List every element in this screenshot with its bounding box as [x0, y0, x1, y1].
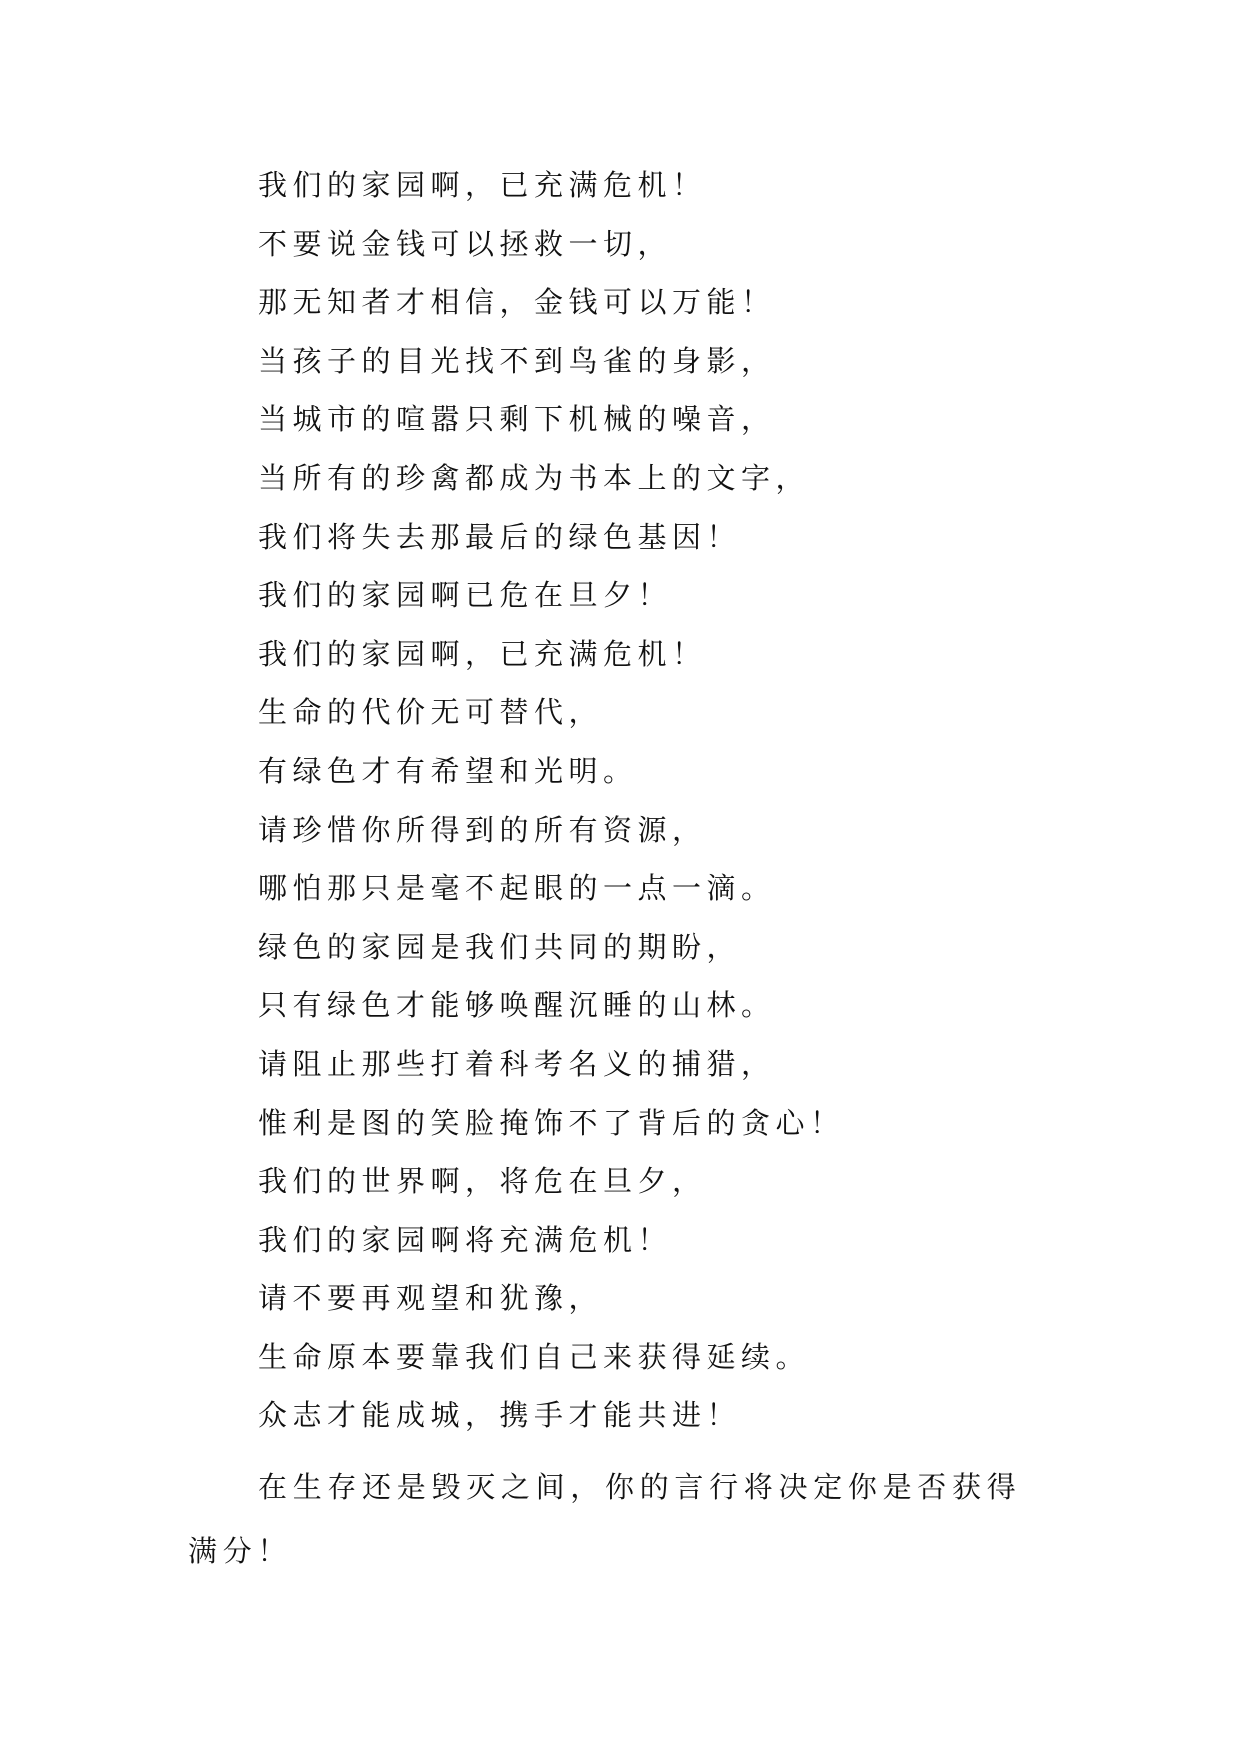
poem-line: 我们将失去那最后的绿色基因！ [258, 519, 742, 554]
poem-line: 那无知者才相信，金钱可以万能！ [258, 285, 776, 320]
poem-line: 我们的家园啊，已充满危机！ [258, 168, 707, 202]
poem-line: 请珍惜你所得到的所有资源， [258, 812, 707, 847]
poem-line: 绿色的家园是我们共同的期盼， [258, 929, 742, 964]
closing-paragraph: 在生存还是毁灭之间，你的言行将决定你是否获得满分！ [188, 1470, 1022, 1569]
poem-line: 当城市的喧嚣只剩下机械的噪音， [258, 402, 776, 437]
poem-line: 我们的家园啊，已充满危机！ [258, 636, 707, 671]
poem-line: 只有绿色才能够唤醒沉睡的山林。 [258, 988, 776, 1023]
poem-line: 不要说金钱可以拯救一切， [258, 226, 673, 261]
poem-line: 请不要再观望和犹豫， [258, 1281, 604, 1316]
poem-line: 众志才能成城，携手才能共进！ [258, 1398, 742, 1433]
poem-line: 有绿色才有希望和光明。 [258, 753, 638, 788]
poem-line: 我们的家园啊已危在旦夕！ [258, 578, 673, 613]
poem-line: 当孩子的目光找不到鸟雀的身影， [258, 343, 776, 378]
poem-body [188, 156, 1048, 1612]
poem-line: 惟利是图的笑脸掩饰不了背后的贪心！ [258, 1105, 845, 1140]
poem-line: 哪怕那只是毫不起眼的一点一滴。 [258, 871, 776, 906]
poem-line: 我们的家园啊将充满危机！ [258, 1222, 673, 1257]
poem-line: 生命的代价无可替代， [258, 695, 604, 730]
poem-line: 请阻止那些打着科考名义的捕猎， [258, 1046, 776, 1081]
poem-line: 我们的世界啊，将危在旦夕， [258, 1164, 707, 1199]
poem-line: 生命原本要靠我们自己来获得延续。 [258, 1339, 811, 1374]
poem-line: 当所有的珍禽都成为书本上的文字， [258, 460, 811, 495]
